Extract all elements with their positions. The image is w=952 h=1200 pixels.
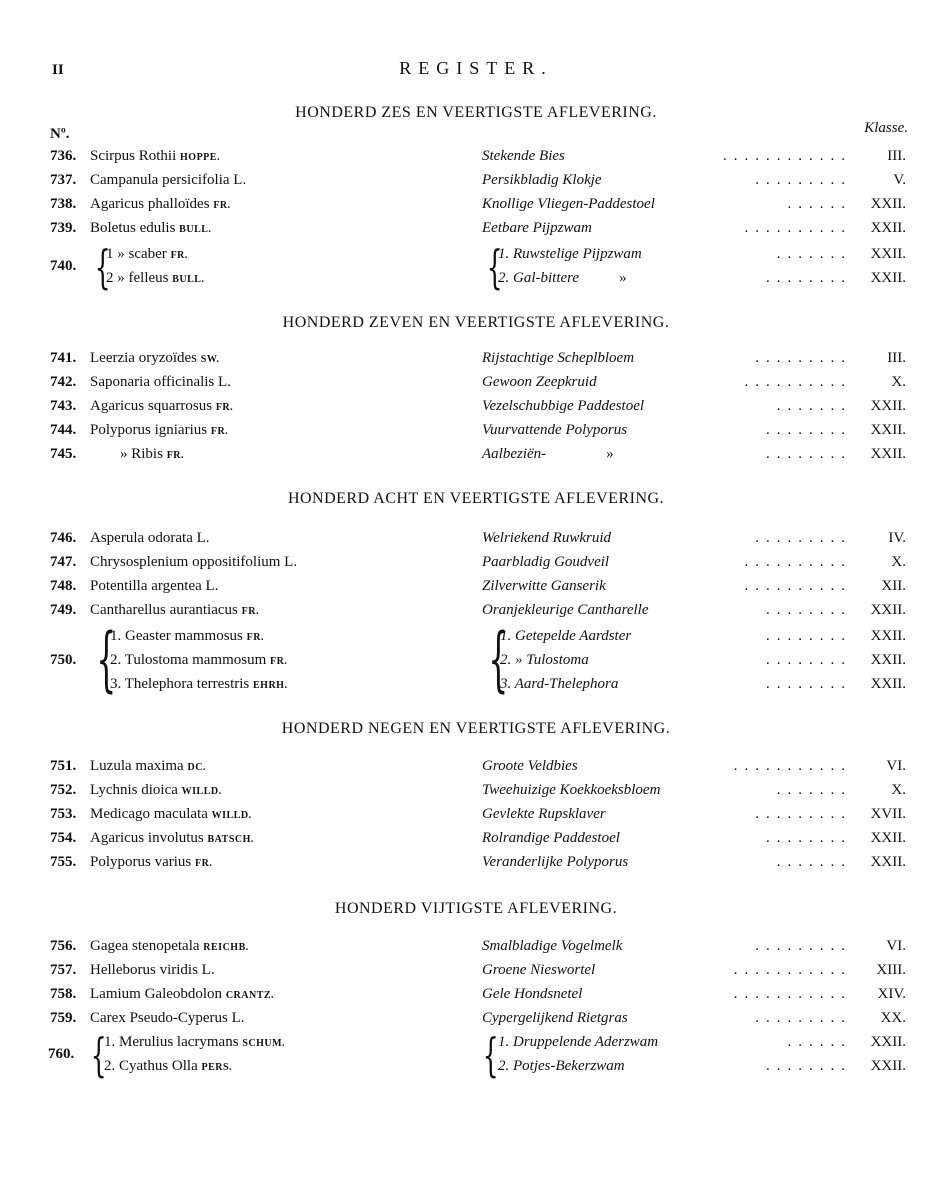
latin-name: Asperula odorata L.	[90, 530, 210, 546]
leader-dots: .......	[776, 246, 852, 262]
dutch-name: Groote Veldbies	[482, 758, 578, 774]
klasse-value: X.	[891, 554, 906, 570]
klasse-value: XXII.	[870, 246, 906, 262]
entry-number: 742.	[50, 374, 77, 390]
register-entry	[0, 374, 952, 396]
left-brace: {	[90, 1028, 107, 1082]
latin-name: Gagea stenopetala REICHB.	[90, 938, 249, 954]
right-brace: {	[486, 240, 503, 294]
section-title: HONDERD NEGEN EN VEERTIGSTE AFLEVERING.	[281, 720, 671, 737]
klasse-value: XXII.	[870, 628, 906, 644]
right-brace: {	[482, 1028, 499, 1082]
dutch-name: 1. Druppelende Aderzwam	[498, 1034, 659, 1050]
register-entry	[0, 854, 952, 876]
register-entry	[0, 830, 952, 852]
leader-dots: ..........	[744, 554, 852, 570]
register-entry	[0, 350, 952, 372]
author: FR.	[215, 402, 234, 413]
klasse-value: XXII.	[870, 220, 906, 236]
dutch-name: Rolrandige Paddestoel	[482, 830, 620, 846]
klasse-value: V.	[893, 172, 906, 188]
klasse-value: XX.	[880, 1010, 906, 1026]
latin-name: Potentilla argentea L.	[90, 578, 219, 594]
leader-dots: .........	[755, 350, 852, 366]
register-entry	[0, 196, 952, 218]
dutch-name: Paarbladig Goudveil	[482, 554, 610, 570]
dutch-name: 2. Potjes-Bekerzwam	[498, 1058, 625, 1074]
klasse-value: XXII.	[870, 270, 906, 286]
entry-number: 738.	[50, 196, 77, 212]
entry-number: 756.	[50, 938, 77, 954]
klasse-value: VI.	[886, 938, 906, 954]
author: FR.	[246, 632, 264, 643]
klasse-value: X.	[891, 374, 906, 390]
section-title: HONDERD ZES EN VEERTIGSTE AFLEVERING.	[295, 104, 657, 121]
register-entry	[0, 220, 952, 242]
dutch-name: Welriekend Ruwkruid	[482, 530, 612, 546]
author: SW.	[200, 354, 220, 365]
register-entry	[0, 628, 952, 650]
leader-dots: .........	[755, 530, 852, 546]
latin-name: Lychnis dioica WILLD.	[90, 782, 222, 798]
dutch-name: Tweehuizige Koekkoeksbloem	[482, 782, 661, 798]
leader-dots: ...........	[733, 986, 852, 1002]
register-entry	[0, 446, 952, 468]
entry-number: 744.	[50, 422, 77, 438]
leader-dots: ...........	[733, 962, 852, 978]
author: BULL.	[172, 274, 205, 285]
dutch-name: Gevlekte Rupsklaver	[482, 806, 606, 822]
register-entry	[0, 986, 952, 1008]
latin-name: Polyporus igniarius FR.	[90, 422, 229, 438]
dutch-name: Cypergelijkend Rietgras	[482, 1010, 628, 1026]
dutch-name: Aalbeziën- »	[482, 446, 614, 462]
dutch-name: Oranjekleurige Cantharelle	[482, 602, 649, 618]
latin-name: Luzula maxima DC.	[90, 758, 206, 774]
dutch-name: Gewoon Zeepkruid	[482, 374, 597, 390]
leader-dots: .........	[755, 806, 852, 822]
entry-number: 739.	[50, 220, 77, 236]
entry-number: 747.	[50, 554, 77, 570]
entry-number: 736.	[50, 148, 77, 164]
dutch-name: Veranderlijke Polyporus	[482, 854, 629, 870]
leader-dots: .......	[776, 782, 852, 798]
klasse-value: XXII.	[870, 854, 906, 870]
author: FR.	[195, 858, 213, 869]
page-number: II	[52, 62, 64, 78]
klasse-value: VI.	[886, 758, 906, 774]
entry-number: 748.	[50, 578, 77, 594]
klasse-value: XIV.	[877, 986, 906, 1002]
register-entry	[0, 806, 952, 828]
klasse-value: XVII.	[870, 806, 906, 822]
entry-number: 751.	[50, 758, 77, 774]
entry-number: 755.	[50, 854, 77, 870]
klasse-value: XXII.	[870, 422, 906, 438]
dutch-name: Smalbladige Vogelmelk	[482, 938, 623, 954]
section-title: HONDERD ZEVEN EN VEERTIGSTE AFLEVERING.	[282, 314, 670, 331]
leader-dots: ..........	[744, 578, 852, 594]
leader-dots: ......	[787, 1034, 852, 1050]
register-entry	[0, 602, 952, 624]
latin-name: 2. Tulostoma mammosum FR.	[110, 652, 288, 668]
klasse-value: XXII.	[870, 830, 906, 846]
author: SCHUM.	[242, 1038, 286, 1049]
register-entry	[0, 1034, 952, 1056]
entry-number: 737.	[50, 172, 77, 188]
author: DC.	[187, 762, 206, 773]
klasse-value: XXII.	[870, 446, 906, 462]
latin-name: Polyporus varius FR.	[90, 854, 213, 870]
author: WILLD.	[211, 810, 252, 821]
latin-name: Lamium Galeobdolon CRANTZ.	[90, 986, 275, 1002]
register-entry	[0, 270, 952, 292]
entry-number: 745.	[50, 446, 77, 462]
latin-name: Helleborus viridis L.	[90, 962, 215, 978]
latin-name: Boletus edulis BULL.	[90, 220, 212, 236]
leader-dots: ........	[766, 422, 852, 438]
entry-number: 760.	[48, 1046, 75, 1062]
klasse-column-label: Klasse.	[864, 120, 908, 136]
leader-dots: ..........	[744, 220, 852, 236]
register-entry	[0, 938, 952, 960]
klasse-value: XXII.	[870, 196, 906, 212]
author: BULL.	[179, 224, 212, 235]
dutch-name: Persikbladig Klokje	[482, 172, 602, 188]
klasse-value: XIII.	[876, 962, 906, 978]
dutch-name: 3. Aard-Thelephora	[500, 676, 619, 692]
register-entry	[0, 246, 952, 268]
register-entry	[0, 1058, 952, 1080]
latin-name: Campanula persicifolia L.	[90, 172, 247, 188]
latin-name: Agaricus phalloïdes FR.	[90, 196, 231, 212]
author: FR.	[270, 656, 288, 667]
author: CRANTZ.	[225, 990, 275, 1001]
register-entry	[0, 530, 952, 552]
klasse-value: XXII.	[870, 398, 906, 414]
klasse-value: XXII.	[870, 652, 906, 668]
entry-number: 758.	[50, 986, 77, 1002]
right-brace: {	[488, 618, 509, 700]
dutch-name: Zilverwitte Ganserik	[482, 578, 606, 594]
leader-dots: ........	[766, 676, 852, 692]
entry-number: 750.	[50, 652, 77, 668]
ditto-mark: »	[606, 446, 614, 462]
dutch-name: 1. Ruwstelige Pijpzwam	[498, 246, 642, 262]
dutch-name: 2. » Tulostoma	[500, 652, 589, 668]
author: BATSCH.	[207, 834, 254, 845]
latin-name: Leerzia oryzoïdes SW.	[90, 350, 220, 366]
author: PERS.	[201, 1062, 233, 1073]
entry-number: 754.	[50, 830, 77, 846]
latin-name: Medicago maculata WILLD.	[90, 806, 252, 822]
latin-name: Carex Pseudo-Cyperus L.	[90, 1010, 245, 1026]
register-entry	[0, 782, 952, 804]
dutch-name: Rijstachtige Scheplbloem	[482, 350, 635, 366]
latin-name: » Ribis FR.	[120, 446, 185, 462]
klasse-value: III.	[887, 350, 906, 366]
author: FR.	[166, 450, 185, 461]
page-title: REGISTER.	[399, 58, 553, 78]
leader-dots: ...........	[733, 758, 852, 774]
entry-number: 746.	[50, 530, 77, 546]
klasse-value: XXII.	[870, 676, 906, 692]
register-entry	[0, 554, 952, 576]
register-entry	[0, 398, 952, 420]
entry-number: 757.	[50, 962, 77, 978]
dutch-name: Eetbare Pijpzwam	[482, 220, 592, 236]
leader-dots: ........	[766, 830, 852, 846]
register-entry	[0, 148, 952, 170]
dutch-name: Vuurvattende Polyporus	[482, 422, 628, 438]
author: REICHB.	[203, 942, 249, 953]
leader-dots: .........	[755, 938, 852, 954]
leader-dots: ........	[766, 652, 852, 668]
latin-name: Agaricus involutus BATSCH.	[90, 830, 254, 846]
register-entry	[0, 1010, 952, 1032]
entry-number: 741.	[50, 350, 77, 366]
leader-dots: ........	[766, 602, 852, 618]
section-title: HONDERD VIJTIGSTE AFLEVERING.	[334, 900, 618, 917]
register-entry	[0, 758, 952, 780]
latin-name: 1. Merulius lacrymans SCHUM.	[104, 1034, 286, 1050]
leader-dots: ........	[766, 270, 852, 286]
number-column-label: Nº.	[50, 126, 70, 142]
leader-dots: ..........	[744, 374, 852, 390]
entry-number: 749.	[50, 602, 77, 618]
author: WILLD.	[181, 786, 222, 797]
leader-dots: ......	[787, 196, 852, 212]
author: EHRH.	[253, 680, 288, 691]
latin-name: 2. Cyathus Olla PERS.	[104, 1058, 233, 1074]
register-entry	[0, 422, 952, 444]
klasse-value: XXII.	[870, 1034, 906, 1050]
leader-dots: .........	[755, 172, 852, 188]
register-entry	[0, 652, 952, 674]
klasse-value: IV.	[888, 530, 906, 546]
author: HOPPE.	[180, 152, 220, 163]
latin-name: 1. Geaster mammosus FR.	[110, 628, 264, 644]
latin-name: Chrysosplenium oppositifolium L.	[90, 554, 298, 570]
dutch-name: Stekende Bies	[482, 148, 565, 164]
klasse-value: III.	[887, 148, 906, 164]
klasse-value: XXII.	[870, 1058, 906, 1074]
author: FR.	[170, 250, 188, 261]
author: FR.	[241, 606, 259, 617]
dutch-name: Gele Hondsnetel	[482, 986, 583, 1002]
register-entry	[0, 578, 952, 600]
entry-number: 743.	[50, 398, 77, 414]
author: FR.	[213, 200, 231, 211]
entry-number: 740.	[50, 258, 77, 274]
leader-dots: ............	[723, 148, 852, 164]
latin-name: Saponaria officinalis L.	[90, 374, 231, 390]
dutch-name: Vezelschubbige Paddestoel	[482, 398, 645, 414]
latin-name: Cantharellus aurantiacus FR.	[90, 602, 259, 618]
leader-dots: ........	[766, 1058, 852, 1074]
latin-name: Agaricus squarrosus FR.	[90, 398, 234, 414]
klasse-value: X.	[891, 782, 906, 798]
leader-dots: .......	[776, 398, 852, 414]
leader-dots: ........	[766, 446, 852, 462]
section-title: HONDERD ACHT EN VEERTIGSTE AFLEVERING.	[287, 490, 665, 507]
dutch-name: 2. Gal-bittere »	[498, 270, 627, 286]
latin-name: Scirpus Rothii HOPPE.	[90, 148, 220, 164]
latin-name: 1 » scaber FR.	[106, 246, 188, 262]
leader-dots: .........	[755, 1010, 852, 1026]
left-brace: {	[94, 240, 111, 294]
klasse-value: XXII.	[870, 602, 906, 618]
author: FR.	[210, 426, 229, 437]
register-entry	[0, 676, 952, 698]
latin-name: 2 » felleus BULL.	[106, 270, 205, 286]
entry-number: 759.	[50, 1010, 77, 1026]
ditto-mark: »	[619, 270, 627, 286]
dutch-name: Knollige Vliegen-Paddestoel	[482, 196, 655, 212]
entry-number: 752.	[50, 782, 77, 798]
entry-number: 753.	[50, 806, 77, 822]
register-entry	[0, 962, 952, 984]
dutch-name: Groene Nieswortel	[482, 962, 596, 978]
klasse-value: XII.	[881, 578, 906, 594]
latin-name: 3. Thelephora terrestris EHRH.	[110, 676, 288, 692]
dutch-name: 1. Getepelde Aardster	[500, 628, 632, 644]
left-brace: {	[96, 618, 117, 700]
register-entry	[0, 172, 952, 194]
leader-dots: .......	[776, 854, 852, 870]
leader-dots: ........	[766, 628, 852, 644]
